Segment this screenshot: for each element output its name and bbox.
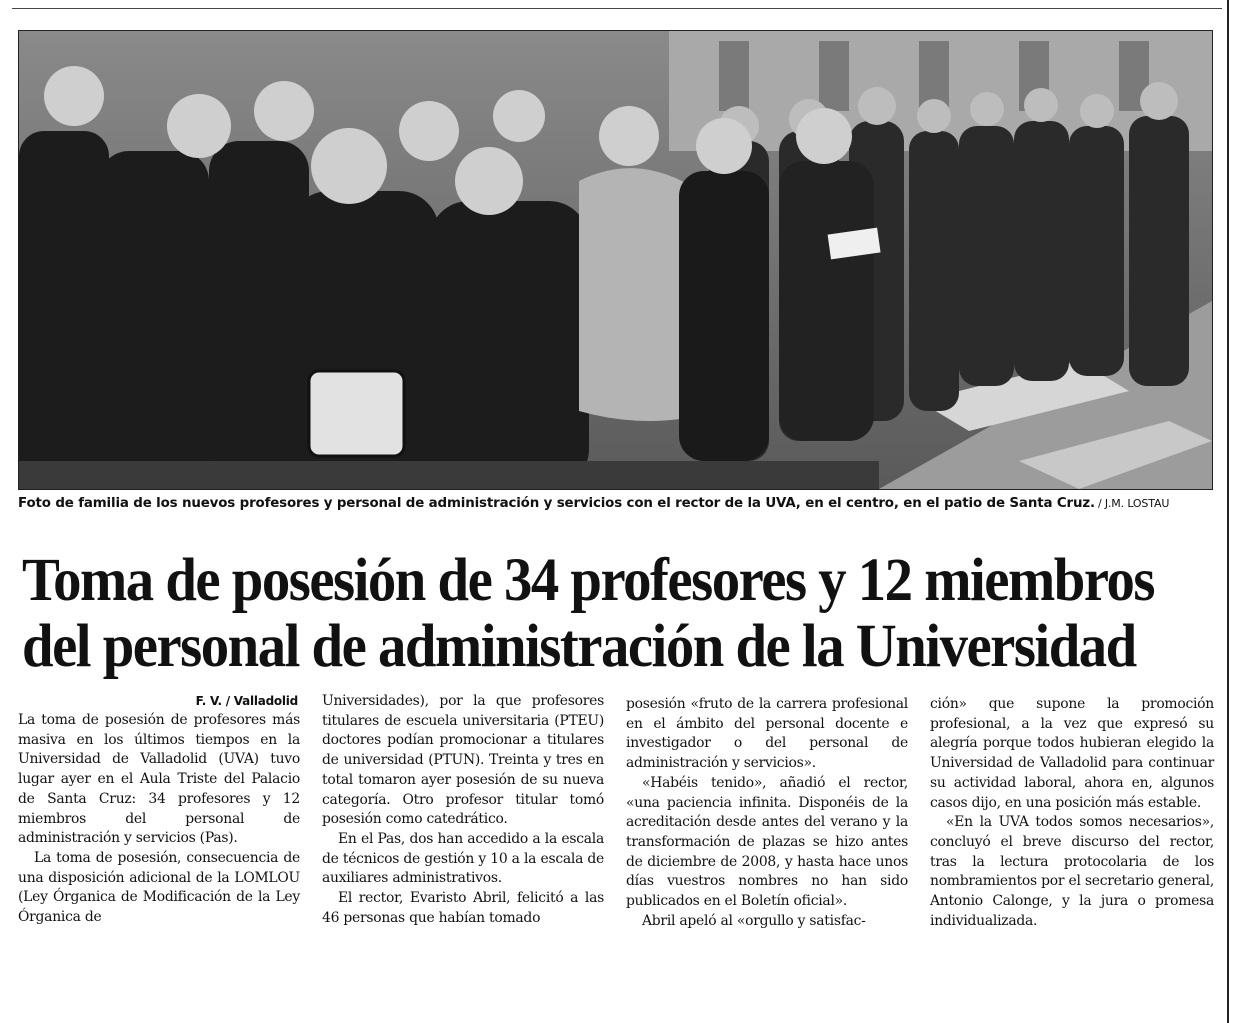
article-column-1 bbox=[18, 692, 300, 928]
paragraph: Universidades), por la que profesores titulares de escuela universitaria (PTEU) doctores podían promocionar a titulares de universidad (PTUN). Treinta y tres en total tomaron ayer posesión de su nueva categoría. Otro profesor titular tomó posesión como catedrático. bbox=[322, 693, 604, 828]
paragraph: La toma de posesión, consecuencia de una disposición adicional de la LOMLOU (Ley Órganica de Modificación de la Ley Órganica de bbox=[18, 849, 300, 926]
photo-credit: / J.M. LOSTAU bbox=[1097, 497, 1170, 510]
paragraph: posesión «fruto de la carrera profesional en el ámbito del personal docente e investigador o del personal de administración y servicios». bbox=[626, 696, 908, 772]
paragraph: Abril apeló al «orgullo y satisfac- bbox=[642, 912, 866, 929]
paragraph: El rector, Evaristo Abril, felicitó a las 46 personas que habían tomado bbox=[322, 890, 604, 926]
page-edge-rule bbox=[1227, 0, 1229, 1023]
paragraph: ción» que supone la promoción profesional, a la vez que expresó su alegría porque todos hubieran elegido la Universidad de Valladolid para continuar su actividad laboral, ahora en, algunos casos dijo, en una posición más estable. bbox=[930, 696, 1214, 811]
top-rule bbox=[12, 8, 1222, 9]
paragraph: En el Pas, dos han accedido a la escala de técnicos de gestión y 10 a la escala de auxiliares administrativos. bbox=[322, 830, 604, 887]
headline bbox=[22, 547, 1154, 680]
photo-caption bbox=[18, 496, 1218, 518]
article-column-3 bbox=[626, 695, 908, 931]
byline: F. V. / Valladolid bbox=[195, 694, 298, 708]
paragraph: «Habéis tenido», añadió el rector, «una paciencia infinita. Disponéis de la acreditación desde antes del verano y la transformación de plazas se hizo antes de diciembre de 2008, y hasta hace unos días vuestros nombres no han sido publicados en el Boletín oficial». bbox=[626, 774, 908, 910]
paragraph: «En la UVA todos somos necesarios», concluyó el breve discurso del rector, tras la lectura protocolaria de los nombramientos por el secretario general, Antonio Calonge, y la jura o promesa individualizada. bbox=[930, 814, 1214, 929]
group-photo bbox=[18, 30, 1213, 490]
article-column-4 bbox=[930, 695, 1214, 931]
headline-line-1: Toma de posesión de 34 profesores y 12 miembros bbox=[22, 547, 1154, 614]
paragraph: La toma de posesión de profesores más masiva en los últimos tiempos en la Universidad de Valladolid (UVA) tuvo lugar ayer en el Aula Triste del Palacio de Santa Cruz: 34 profesores y 12 miembros del personal de administración y servicios (Pas). bbox=[18, 712, 300, 847]
headline-line-2: del personal de administración de la Universidad bbox=[22, 613, 1136, 680]
caption-text: Foto de familia de los nuevos profesores y personal de administración y servicios con el rector de la UVA, en el centro, en el patio de Santa Cruz. bbox=[18, 496, 1095, 511]
article-column-2 bbox=[322, 692, 604, 928]
